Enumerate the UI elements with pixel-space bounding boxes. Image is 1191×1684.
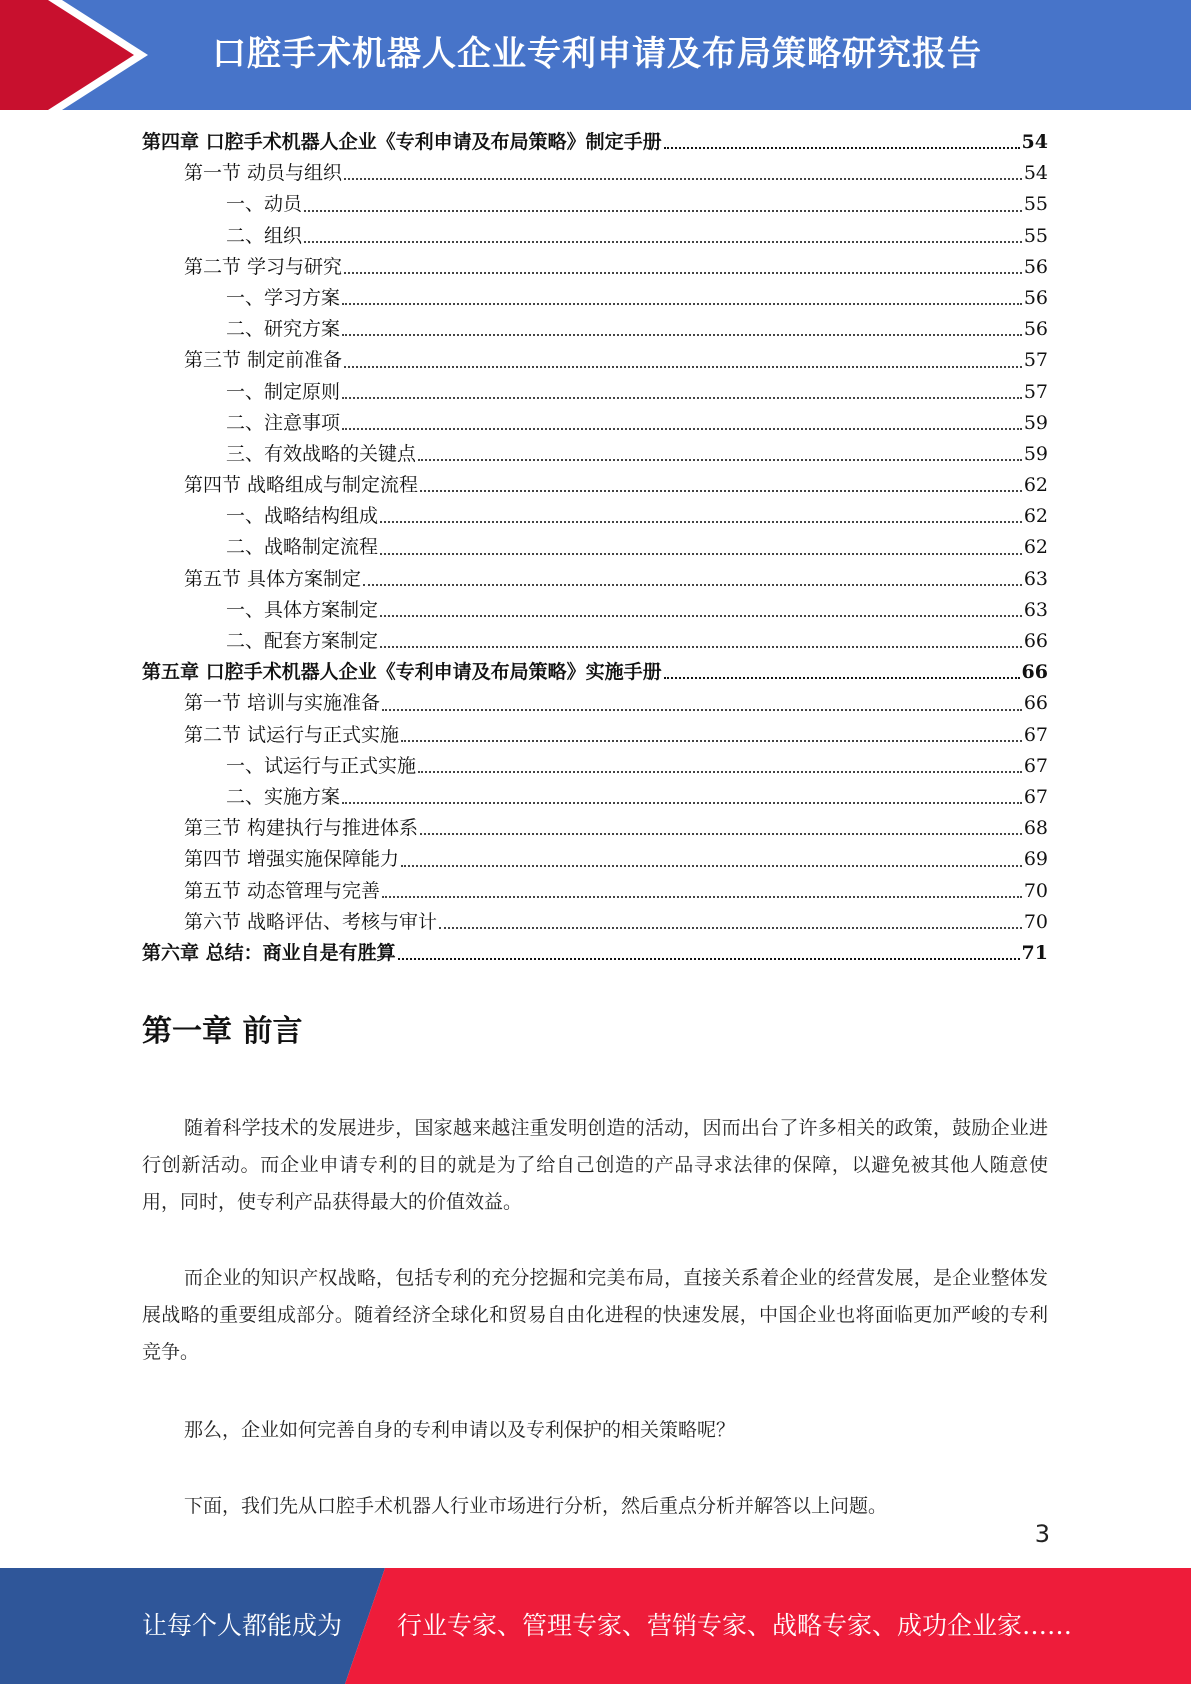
toc-entry[interactable]: [142, 127, 1048, 158]
toc-dot-leader: [342, 303, 1022, 305]
toc-entry-page: 68: [1023, 817, 1048, 840]
toc-dot-leader: [418, 459, 1022, 461]
toc-entry-label: 二、研究方案: [226, 318, 341, 341]
toc-entry[interactable]: [142, 844, 1048, 875]
toc-entry[interactable]: [142, 907, 1048, 938]
toc-entry-label: 第四节 增强实施保障能力: [184, 848, 400, 871]
toc-dot-leader: [380, 521, 1022, 523]
toc-entry-page: 55: [1023, 193, 1048, 216]
toc-entry[interactable]: [142, 408, 1048, 439]
footer-band: [0, 1568, 1191, 1684]
toc-entry-page: 56: [1023, 286, 1048, 309]
footer-slogan-right: 行业专家、管理专家、营销专家、战略专家、成功企业家……: [397, 1611, 1073, 1640]
toc-dot-leader: [420, 833, 1022, 835]
toc-entry-label: 第五章 口腔手术机器人企业《专利申请及布局策略》实施手册: [142, 661, 662, 684]
toc-entry-label: 第四章 口腔手术机器人企业《专利申请及布局策略》制定手册: [142, 131, 662, 153]
toc-dot-leader: [363, 584, 1022, 586]
toc-entry-page: 66: [1023, 630, 1048, 652]
toc-entry-label: 第三节 制定前准备: [184, 349, 343, 372]
toc-entry-page: 56: [1023, 255, 1048, 278]
toc-entry[interactable]: [142, 595, 1048, 626]
report-title: 口腔手术机器人企业专利申请及布局策略研究报告: [212, 34, 982, 74]
toc-entry-page: 67: [1023, 785, 1048, 808]
toc-entry-page: 62: [1023, 505, 1048, 528]
toc-entry-page: 69: [1023, 848, 1048, 871]
toc-entry[interactable]: [142, 501, 1048, 532]
toc-entry-page: 57: [1023, 349, 1048, 372]
toc-entry[interactable]: [142, 252, 1048, 283]
toc-dot-leader: [304, 241, 1022, 243]
paragraph-1: 随着科学技术的发展进步，国家越来越注重发明创造的活动，因而出台了许多相关的政策，鼓励企业进行创新活动。而企业申请专利的目的就是为了给自己创造的产品寻求法律的保障，以避免被其他人随意使用，同时，使专利产品获得最大的价值效益。: [142, 1117, 1048, 1213]
toc-entry-label: 第五节 具体方案制定: [184, 567, 362, 590]
toc-entry-page: 62: [1023, 536, 1048, 559]
toc-entry-label: 第六节 战略评估、考核与审计: [184, 910, 438, 933]
toc-entry[interactable]: [142, 876, 1048, 907]
toc-dot-leader: [664, 147, 1020, 149]
toc-entry[interactable]: [142, 813, 1048, 844]
toc-dot-leader: [304, 210, 1022, 212]
toc-entry-page: 63: [1023, 567, 1048, 590]
toc-dot-leader: [401, 740, 1022, 742]
toc-dot-leader: [380, 646, 1022, 648]
toc-entry-page: 54: [1023, 162, 1048, 185]
toc-dot-leader: [380, 553, 1022, 555]
toc-entry-page: 67: [1023, 723, 1048, 746]
paragraph-4: 下面，我们先从口腔手术机器人行业市场进行分析，然后重点分析并解答以上问题。: [184, 1495, 888, 1517]
toc-dot-leader: [418, 771, 1022, 773]
toc-dot-leader: [398, 958, 1020, 960]
toc-entry[interactable]: [142, 782, 1048, 813]
paragraph-2: 而企业的知识产权战略，包括专利的充分挖掘和完美布局，直接关系着企业的经营发展，是企业整体发展战略的重要组成部分。随着经济全球化和贸易自由化进程的快速发展，中国企业也将面临更加严峻的专利竞争。: [142, 1267, 1048, 1363]
toc-dot-leader: [401, 865, 1022, 867]
toc-entry-label: 二、配套方案制定: [226, 630, 379, 652]
toc-entry-label: 第一节 动员与组织: [184, 162, 343, 185]
toc-dot-leader: [344, 366, 1022, 368]
paragraph-3: 那么，企业如何完善自身的专利申请以及专利保护的相关策略呢？: [184, 1419, 736, 1441]
toc-entry-label: 第二节 学习与研究: [184, 255, 343, 278]
toc-entry-page: 70: [1023, 879, 1048, 902]
toc-dot-leader: [344, 272, 1022, 274]
toc-entry-label: 一、动员: [226, 193, 303, 216]
toc-dot-leader: [342, 802, 1022, 804]
toc-entry-label: 一、学习方案: [226, 286, 341, 309]
toc-entry-label: 二、实施方案: [226, 785, 341, 808]
toc-entry-page: 70: [1023, 910, 1048, 933]
toc-entry-page: 59: [1023, 442, 1048, 465]
chapter-heading: 第一章 前言: [142, 1014, 303, 1049]
toc-entry[interactable]: [142, 470, 1048, 501]
header-band: [0, 0, 1191, 110]
toc-entry-page: 67: [1023, 754, 1048, 777]
toc-entry-page: 71: [1021, 941, 1048, 964]
toc-dot-leader: [382, 896, 1022, 898]
toc-entry-label: 第三节 构建执行与推进体系: [184, 817, 419, 840]
toc-entry-label: 一、具体方案制定: [226, 598, 379, 621]
toc-entry[interactable]: [142, 532, 1048, 563]
toc-dot-leader: [342, 397, 1022, 399]
toc-entry[interactable]: [142, 751, 1048, 782]
toc-entry[interactable]: [142, 720, 1048, 751]
toc-entry[interactable]: [142, 688, 1048, 719]
toc-entry-label: 第一节 培训与实施准备: [184, 692, 381, 715]
toc-entry-label: 一、试运行与正式实施: [226, 754, 417, 777]
page-number: 3: [1034, 1520, 1050, 1548]
toc-entry-label: 一、制定原则: [226, 380, 341, 403]
toc-entry-page: 66: [1021, 661, 1048, 684]
table-of-contents: [142, 127, 1048, 969]
toc-entry[interactable]: [142, 314, 1048, 345]
toc-dot-leader: [380, 615, 1022, 617]
toc-entry[interactable]: [142, 377, 1048, 408]
toc-dot-leader: [344, 178, 1022, 180]
toc-entry[interactable]: [142, 439, 1048, 470]
toc-dot-leader: [342, 428, 1022, 430]
toc-entry-label: 二、战略制定流程: [226, 536, 379, 559]
toc-entry-label: 一、战略结构组成: [226, 505, 379, 528]
toc-entry-label: 第六章 总结：商业自是有胜算: [142, 941, 396, 964]
toc-dot-leader: [439, 927, 1022, 929]
toc-entry[interactable]: [142, 657, 1048, 688]
toc-dot-leader: [382, 709, 1022, 711]
toc-entry[interactable]: [142, 189, 1048, 220]
footer-slogan-left: 让每个人都能成为: [142, 1611, 343, 1640]
toc-entry-label: 第四节 战略组成与制定流程: [184, 474, 419, 497]
toc-entry[interactable]: [142, 345, 1048, 376]
toc-entry[interactable]: [142, 564, 1048, 595]
toc-entry-page: 55: [1023, 224, 1048, 247]
toc-entry-label: 二、组织: [226, 224, 303, 247]
toc-dot-leader: [342, 334, 1022, 336]
toc-entry-label: 第五节 动态管理与完善: [184, 879, 381, 902]
toc-entry-page: 63: [1023, 598, 1048, 621]
toc-entry-label: 二、注意事项: [226, 411, 341, 434]
toc-entry-page: 62: [1023, 474, 1048, 497]
toc-entry-label: 第二节 试运行与正式实施: [184, 723, 400, 746]
toc-entry-page: 66: [1023, 692, 1048, 715]
toc-entry[interactable]: [142, 626, 1048, 657]
toc-entry[interactable]: [142, 283, 1048, 314]
toc-entry[interactable]: [142, 938, 1048, 969]
toc-entry-label: 三、有效战略的关键点: [226, 442, 417, 465]
header-arrow-icon: [0, 0, 160, 110]
toc-dot-leader: [664, 677, 1020, 679]
toc-dot-leader: [420, 490, 1022, 492]
toc-entry[interactable]: [142, 221, 1048, 252]
toc-entry-page: 59: [1023, 411, 1048, 434]
toc-entry-page: 54: [1021, 131, 1048, 153]
toc-entry-page: 57: [1023, 380, 1048, 403]
toc-entry[interactable]: [142, 158, 1048, 189]
toc-entry-page: 56: [1023, 318, 1048, 341]
